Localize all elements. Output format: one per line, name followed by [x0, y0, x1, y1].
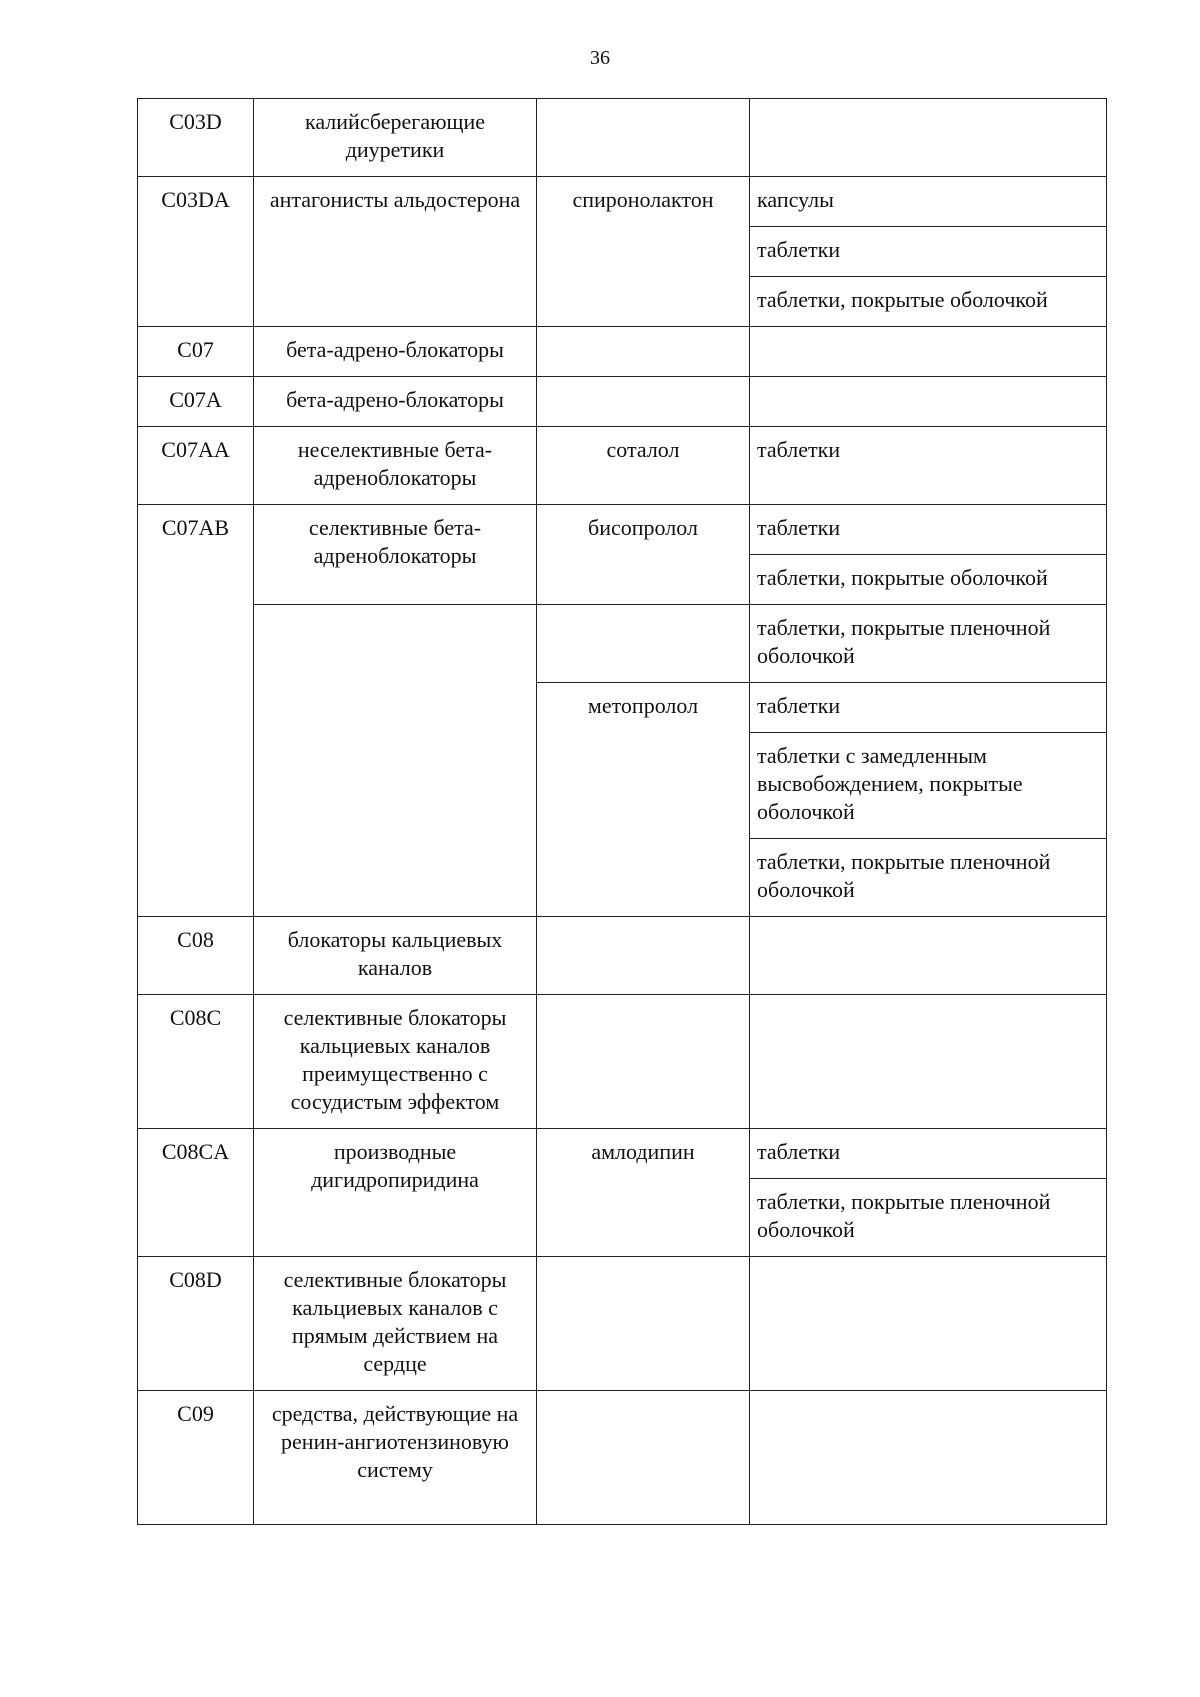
- drug-name-cell: [537, 99, 750, 177]
- drug-name-cell: [537, 605, 750, 683]
- atc-code-cell: C07: [138, 327, 254, 377]
- dosage-form-cell: таблетки: [750, 227, 1107, 277]
- dosage-form-cell: таблетки, покрытые пленочной оболочкой: [750, 605, 1107, 683]
- dosage-form-cell: таблетки, покрытые пленочной оболочкой: [750, 1179, 1107, 1257]
- dosage-form-cell: [750, 99, 1107, 177]
- atc-code-cell: C07A: [138, 377, 254, 427]
- drug-name-cell: [537, 327, 750, 377]
- drug-name-cell: амлодипин: [537, 1129, 750, 1257]
- dosage-form-cell: таблетки: [750, 683, 1107, 733]
- drug-name-cell: метопролол: [537, 683, 750, 917]
- table-row: [138, 995, 1107, 1129]
- drug-name-cell: [537, 917, 750, 995]
- atc-group-cell: неселективные бета-адреноблокаторы: [254, 427, 537, 505]
- drug-name-cell: [537, 1257, 750, 1391]
- atc-code-cell: C03D: [138, 99, 254, 177]
- atc-group-cell: антагонисты альдостерона: [254, 177, 537, 327]
- dosage-form-cell: [750, 1391, 1107, 1525]
- drug-name-cell: [537, 1391, 750, 1525]
- atc-group-cell: блокаторы кальциевых каналов: [254, 917, 537, 995]
- dosage-form-cell: [750, 377, 1107, 427]
- dosage-form-cell: капсулы: [750, 177, 1107, 227]
- drug-name-cell: спиронолактон: [537, 177, 750, 327]
- dosage-form-cell: [750, 995, 1107, 1129]
- atc-group-cell: производные дигидропиридина: [254, 1129, 537, 1257]
- atc-group-cell: калийсберегающие диуретики: [254, 99, 537, 177]
- atc-group-cell: средства, действующие на ренин-ангиотензиновую систему: [254, 1391, 537, 1525]
- drug-name-cell: [537, 377, 750, 427]
- table-row: [138, 1257, 1107, 1391]
- atc-code-cell: C08CA: [138, 1129, 254, 1257]
- table-row: [138, 605, 1107, 683]
- dosage-form-cell: [750, 327, 1107, 377]
- atc-group-cell: селективные блокаторы кальциевых каналов преимущественно с сосудистым эффектом: [254, 995, 537, 1129]
- table-row: [138, 427, 1107, 505]
- table-row: [138, 1129, 1107, 1179]
- table-row: [138, 99, 1107, 177]
- medication-table: [137, 98, 1107, 1525]
- dosage-form-cell: таблетки: [750, 427, 1107, 505]
- dosage-form-cell: [750, 917, 1107, 995]
- drug-name-cell: [537, 995, 750, 1129]
- atc-group-cell: бета-адрено-блокаторы: [254, 327, 537, 377]
- page-number: 36: [590, 47, 610, 69]
- table-row: [138, 1391, 1107, 1525]
- atc-code-cell: C08C: [138, 995, 254, 1129]
- dosage-form-cell: таблетки: [750, 1129, 1107, 1179]
- table-row: [138, 377, 1107, 427]
- table-row: [138, 177, 1107, 227]
- atc-group-cell: селективные блокаторы кальциевых каналов с прямым действием на сердце: [254, 1257, 537, 1391]
- table-row: [138, 917, 1107, 995]
- atc-code-cell: C08: [138, 917, 254, 995]
- atc-code-cell: C09: [138, 1391, 254, 1525]
- table-row: [138, 505, 1107, 555]
- atc-code-cell: C03DA: [138, 177, 254, 327]
- dosage-form-cell: таблетки: [750, 505, 1107, 555]
- drug-name-cell: соталол: [537, 427, 750, 505]
- table-row: [138, 327, 1107, 377]
- dosage-form-cell: таблетки, покрытые пленочной оболочкой: [750, 839, 1107, 917]
- atc-code-cell: C07AB: [138, 505, 254, 917]
- dosage-form-cell: таблетки с замедленным высвобождением, покрытые оболочкой: [750, 733, 1107, 839]
- atc-code-cell: C07AA: [138, 427, 254, 505]
- dosage-form-cell: таблетки, покрытые оболочкой: [750, 555, 1107, 605]
- drug-name-cell: бисопролол: [537, 505, 750, 605]
- atc-group-cell: [254, 605, 537, 917]
- atc-group-cell: селективные бета-адреноблокаторы: [254, 505, 537, 605]
- atc-code-cell: C08D: [138, 1257, 254, 1391]
- dosage-form-cell: таблетки, покрытые оболочкой: [750, 277, 1107, 327]
- atc-group-cell: бета-адрено-блокаторы: [254, 377, 537, 427]
- dosage-form-cell: [750, 1257, 1107, 1391]
